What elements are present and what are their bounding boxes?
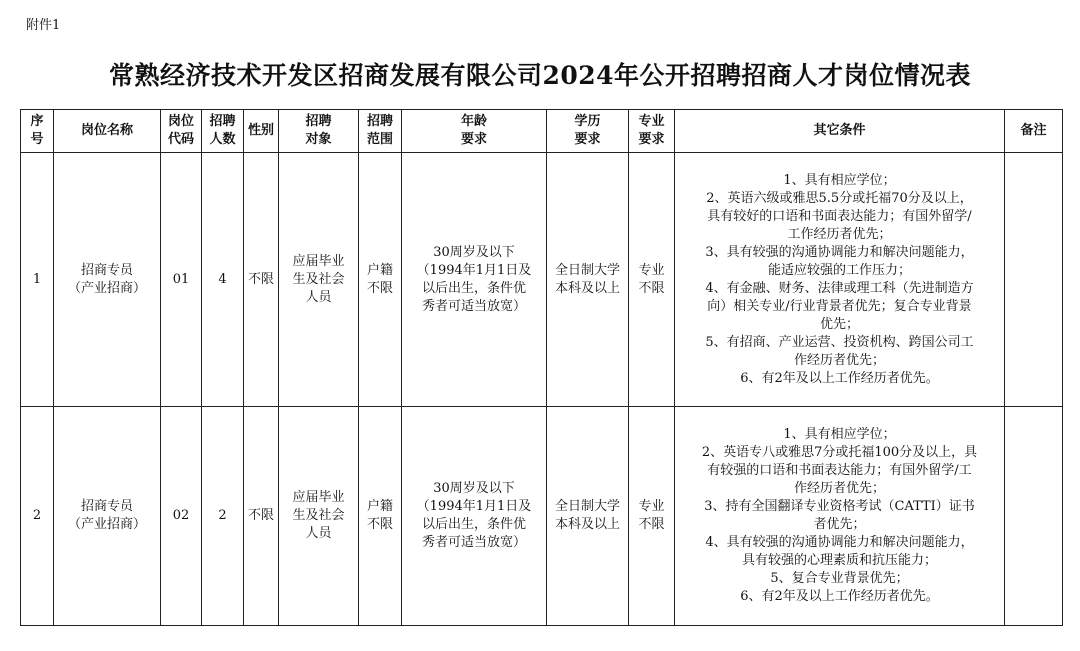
cell-major: 专业 不限 xyxy=(629,407,675,626)
header-scope: 招聘 范围 xyxy=(359,110,402,153)
table-row xyxy=(21,153,1063,407)
cell-major: 专业 不限 xyxy=(629,153,675,407)
cell-conditions: 1、具有相应学位； 2、英语六级或雅思5.5分或托福70分及以上， 具有较好的口语和书面表达能力；有国外留学/ 工作经历者优先； 3、具有较强的沟通协调能力和解决问题能力， 能适应较强的工作压力； 4、有金融、财务、法律或理工科（先进制造方 向）相关专业/行业背景者优先；复合专业背景 优先； 5、有招商、产业运营、投资机构、跨国公司工 作经历者优先； 6、有2年及以上工作经历者优先。 xyxy=(675,153,1005,407)
cell-headcount: 2 xyxy=(202,407,244,626)
annex-label: 附件1 xyxy=(26,18,61,33)
cell-education: 全日制大学 本科及以上 xyxy=(547,153,629,407)
cell-scope: 户籍 不限 xyxy=(359,407,402,626)
cell-age: 30周岁及以下 （1994年1月1日及 以后出生，条件优 秀者可适当放宽） xyxy=(402,153,547,407)
cell-headcount: 4 xyxy=(202,153,244,407)
header-gender: 性别 xyxy=(244,110,279,153)
header-seq: 序 号 xyxy=(21,110,54,153)
cell-post-name: 招商专员 （产业招商） xyxy=(54,153,161,407)
cell-conditions: 1、具有相应学位； 2、英语专八或雅思7分或托福100分及以上，具 有较强的口语和书面表达能力；有国外留学/工 作经历者优先； 3、持有全国翻译专业资格考试（CATTI）证书 者优先； 4、具有较强的沟通协调能力和解决问题能力， 具有较强的心理素质和抗压能力； 5、复合专业背景优先； 6、有2年及以上工作经历者优先。 xyxy=(675,407,1005,626)
header-education: 学历 要求 xyxy=(547,110,629,153)
positions-table xyxy=(20,109,1063,626)
cell-seq: 1 xyxy=(21,153,54,407)
cell-post-code: 01 xyxy=(161,153,202,407)
table-row xyxy=(21,407,1063,626)
page-title: 常熟经济技术开发区招商发展有限公司2024年公开招聘招商人才岗位情况表 xyxy=(108,61,972,90)
cell-remarks xyxy=(1005,153,1063,407)
cell-remarks xyxy=(1005,407,1063,626)
cell-post-name: 招商专员 （产业招商） xyxy=(54,407,161,626)
cell-education: 全日制大学 本科及以上 xyxy=(547,407,629,626)
header-headcount: 招聘 人数 xyxy=(202,110,244,153)
header-target: 招聘 对象 xyxy=(279,110,359,153)
cell-scope: 户籍 不限 xyxy=(359,153,402,407)
header-age: 年龄 要求 xyxy=(402,110,547,153)
header-post-name: 岗位名称 xyxy=(54,110,161,153)
table-header-row xyxy=(21,110,1063,153)
header-remarks: 备注 xyxy=(1005,110,1063,153)
header-conditions: 其它条件 xyxy=(675,110,1005,153)
cell-gender: 不限 xyxy=(244,407,279,626)
cell-gender: 不限 xyxy=(244,153,279,407)
cell-target: 应届毕业 生及社会 人员 xyxy=(279,153,359,407)
header-post-code: 岗位 代码 xyxy=(161,110,202,153)
cell-post-code: 02 xyxy=(161,407,202,626)
cell-target: 应届毕业 生及社会 人员 xyxy=(279,407,359,626)
cell-age: 30周岁及以下 （1994年1月1日及 以后出生，条件优 秀者可适当放宽） xyxy=(402,407,547,626)
cell-seq: 2 xyxy=(21,407,54,626)
header-major: 专业 要求 xyxy=(629,110,675,153)
